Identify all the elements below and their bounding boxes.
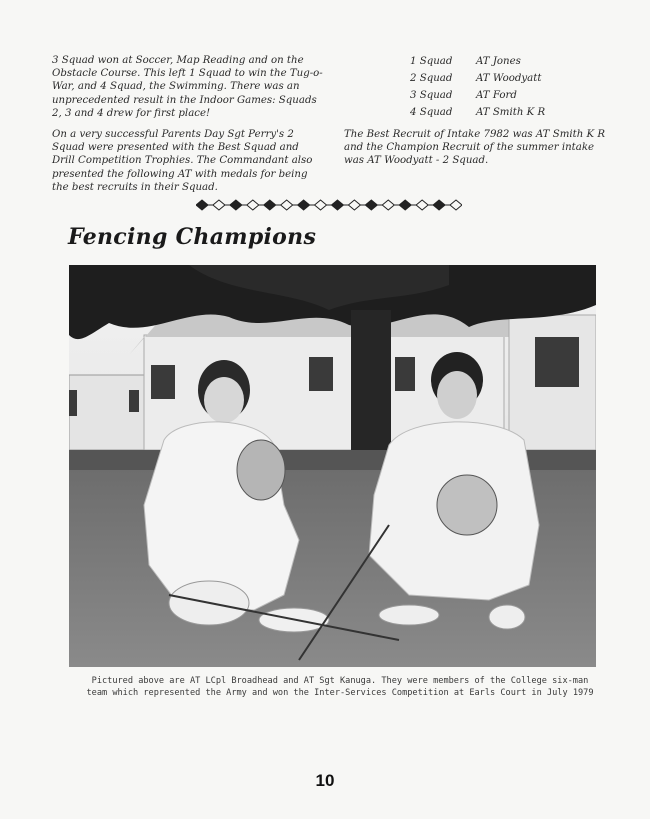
squad-row — [410, 73, 545, 90]
photo-caption — [60, 675, 620, 699]
caption-line-2: team which represented the Army and won the Inter-Services Competition at Earls Court in July 1979 — [86, 688, 594, 698]
divider-diamond — [331, 200, 343, 210]
recruit-name: AT Smith K R — [476, 107, 546, 118]
recruit-name: AT Woodyatt — [476, 73, 542, 84]
divider-diamond — [196, 200, 208, 210]
divider-diamond — [298, 200, 310, 210]
diamond-divider-graphic — [196, 199, 462, 211]
caption-line-1: Pictured above are AT LCpl Broadhead and AT Sgt Kanuga. They were members of the College six-man — [91, 676, 589, 686]
squad-label: 1 Squad — [410, 56, 453, 67]
fencers-photo — [69, 265, 596, 667]
divider-diamond — [247, 200, 259, 210]
recruit-name: AT Ford — [476, 90, 517, 101]
divider-diamond — [348, 200, 360, 210]
squad-row — [410, 107, 545, 124]
squad-row — [410, 90, 545, 107]
left-paragraph-2: On a very successful Parents Day Sgt Perry's 2 Squad were presented with the Best Squad and Drill Competition Trophies. The Commandant also presented the following AT with medals for being the best recruits in their Squad. — [52, 129, 313, 193]
left-paragraph-1: 3 Squad won at Soccer, Map Reading and on the Obstacle Course. This left 1 Squad to win the Tug-o-War, and 4 Squad, the Swimming. There was an unprecedented result in the Indoor Games: Squads 2, 3 and 4 drew for first place! — [52, 55, 323, 119]
left-column — [52, 54, 324, 202]
divider-diamond — [315, 200, 327, 210]
divider-diamond — [281, 200, 293, 210]
diamond-divider — [196, 196, 462, 208]
divider-diamond — [416, 200, 428, 210]
squad-label: 4 Squad — [410, 107, 453, 118]
divider-diamond — [450, 200, 462, 210]
recruit-name: AT Jones — [476, 56, 521, 67]
divider-diamond — [399, 200, 411, 210]
divider-diamond — [382, 200, 394, 210]
right-paragraph: The Best Recruit of Intake 7982 was AT Smith K R and the Champion Recruit of the summer intake was AT Woodyatt - 2 Squad. — [344, 129, 606, 167]
divider-diamond — [213, 200, 225, 210]
page-number: 10 — [315, 771, 335, 790]
divider-diamond — [230, 200, 242, 210]
divider-diamond — [433, 200, 445, 210]
divider-diamond — [264, 200, 276, 210]
squad-list — [410, 56, 545, 124]
squad-row — [410, 56, 545, 73]
squad-label: 2 Squad — [410, 73, 453, 84]
article-heading: Fencing Champions — [68, 224, 317, 250]
squad-label: 3 Squad — [410, 90, 453, 101]
divider-diamond — [365, 200, 377, 210]
